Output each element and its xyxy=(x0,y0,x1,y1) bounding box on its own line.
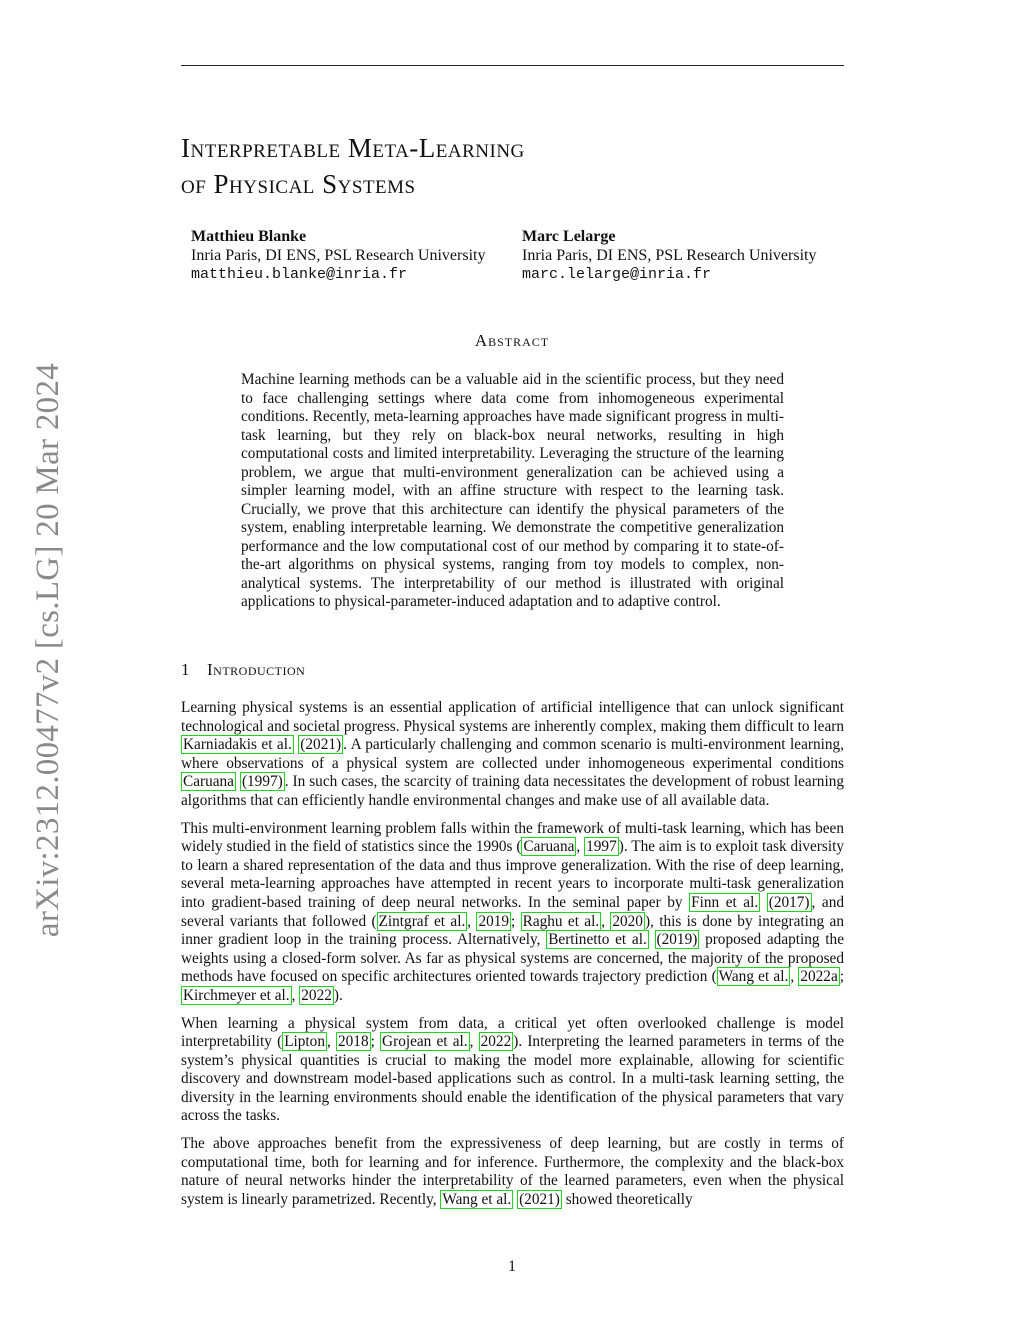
citation-year-link[interactable]: 2020 xyxy=(612,912,643,930)
citation-year-link[interactable]: 2022 xyxy=(301,986,332,1004)
section-number: 1 xyxy=(181,660,190,679)
citation-year-link[interactable]: (2021) xyxy=(519,1190,560,1208)
author-email[interactable]: marc.lelarge@inria.fr xyxy=(522,266,712,283)
citation-link[interactable]: Finn et al. xyxy=(691,893,759,911)
citation-year-link[interactable]: (2017) xyxy=(768,893,810,911)
author-affiliation: Inria Paris, DI ENS, PSL Research University xyxy=(191,247,486,264)
citation-link[interactable]: Caruana xyxy=(523,838,575,856)
citation-year-link[interactable]: (2021) xyxy=(300,736,342,754)
citation-year-link[interactable]: 2022a xyxy=(800,968,838,986)
author-name: Matthieu Blanke xyxy=(191,228,307,245)
author-affiliation: Inria Paris, DI ENS, PSL Research University xyxy=(522,247,817,264)
abstract-heading: Abstract xyxy=(474,331,550,350)
title-line-1: Interpretable Meta-Learning xyxy=(181,133,525,163)
author-email[interactable]: matthieu.blanke@inria.fr xyxy=(191,266,408,283)
citation-year-link[interactable]: 2019 xyxy=(478,912,510,930)
citation-link[interactable]: Wang et al. xyxy=(718,968,789,986)
citation-link[interactable]: Lipton xyxy=(284,1033,325,1051)
introduction-body xyxy=(181,699,844,1218)
citation-link[interactable]: Caruana xyxy=(183,773,234,791)
paragraph: This multi-environment learning problem falls within the framework of multi-task learning, which has been widely studied in the field of statistics since the 1990s ( Caruana , 1997 ). The aim is to exploit task diversity to learn a shared representation of the data and thus improve generalization. With the rise of deep learning, several meta-learning approaches have attempted in recent years to incorporate multi-task generalization into gradient-based training of deep neural networks. In the seminal paper by Finn et al. (2017) , and several variants that followed ( Zintgraf et al. , 2019 ; Raghu et al. , 2020 ), this is done by integrating an inner gradient loop in the training process. Alternatively, Bertinetto et al. (2019) proposed adapting the weights using a closed-form solver. As far as physical systems are concerned, the majority of the proposed methods have focused on specific architectures oriented towards trajectory prediction ( Wang et al. , 2022a ; Kirchmeyer et al. , 2022 ). xyxy=(181,819,845,1004)
paper-title xyxy=(181,130,821,202)
page-number: 1 xyxy=(508,1258,516,1275)
citation-link[interactable]: Karniadakis et al. xyxy=(183,736,292,754)
citation-link[interactable]: Raghu et al. xyxy=(522,912,600,930)
citation-link[interactable]: Zintgraf et al. xyxy=(378,912,466,930)
section-title: Introduction xyxy=(207,660,306,679)
paragraph: The above approaches benefit from the expressiveness of deep learning, but are costly in terms of computational time, both for learning and for inference. Furthermore, the complexity and the black-box nature of neural networks hinder the interpretability of the learned parameters, even when the physical system is linearly parametrized. Recently, Wang et al. (2021) showed theoretically xyxy=(181,1135,844,1208)
section-heading xyxy=(181,660,305,680)
title-line-2: of Physical Systems xyxy=(181,169,416,199)
citation-year-link[interactable]: 2022 xyxy=(480,1033,512,1051)
citation-link[interactable]: Grojean et al. xyxy=(382,1033,468,1051)
citation-year-link[interactable]: 1997 xyxy=(586,838,617,856)
abstract-text: Machine learning methods can be a valuable aid in the scientific process, but they need to face challenging settings where data come from inhomogeneous experimental conditions. Recently, meta-learning approaches have made significant progress in multi-task learning, but they rely on black-box neural networks, resulting in high computational costs and limited interpretability. Leveraging the structure of the learning problem, we argue that multi-environment generalization can be achieved using a simpler learning model, with an affine structure with respect to the learning task. Crucially, we prove that this architecture can identify the physical parameters of the system, enabling interpretable learning. We demonstrate the competitive generalization performance and the low computational cost of our method by comparing it to state-of-the-art algorithms on physical systems, ranging from toy models to complex, non-analytical systems. The interpretability of our method is illustrated with original applications to physical-parameter-induced adaptation and to adaptive control. xyxy=(241,371,784,610)
paragraph: When learning a physical system from data, a critical yet often overlooked challenge is model interpretability ( Lipton , 2018 ; Grojean et al. , 2022 ). Interpreting the learned parameters in terms of the system’s physical quantities is crucial to making the model more explainable, allowing for scientific discovery and downstream model-based applications such as control. In a multi-task learning setting, the diversity in the learning environments should enable the identification of the physical parameters that vary across the tasks. xyxy=(181,1014,844,1125)
citation-year-link[interactable]: 2018 xyxy=(338,1033,369,1051)
citation-link[interactable]: Bertinetto et al. xyxy=(548,931,647,949)
citation-year-link[interactable]: (2019) xyxy=(656,931,698,949)
paragraph: Learning physical systems is an essential application of artificial intelligence that can unlock significant technological and societal progress. Physical systems are inherently complex, making them difficult to learn Karniadakis et al. (2021) . A particularly challenging and common scenario is multi-environment learning, where observations of a physical system are collected under inhomogeneous experimental conditions Caruana (1997) . In such cases, the scarcity of training data necessitates the development of robust learning algorithms that can efficiently handle environmental changes and make use of all available data. xyxy=(181,699,844,809)
citation-link[interactable]: Kirchmeyer et al. xyxy=(183,986,290,1004)
citation-year-link[interactable]: (1997) xyxy=(241,773,283,791)
header-rule xyxy=(181,65,844,66)
arxiv-identifier: arXiv:2312.00477v2 [cs.LG] 20 Mar 2024 xyxy=(30,362,66,938)
author-block-2 xyxy=(522,227,816,284)
author-block-1 xyxy=(191,227,485,284)
citation-link[interactable]: Wang et al. xyxy=(442,1190,512,1208)
author-name: Marc Lelarge xyxy=(522,228,616,245)
